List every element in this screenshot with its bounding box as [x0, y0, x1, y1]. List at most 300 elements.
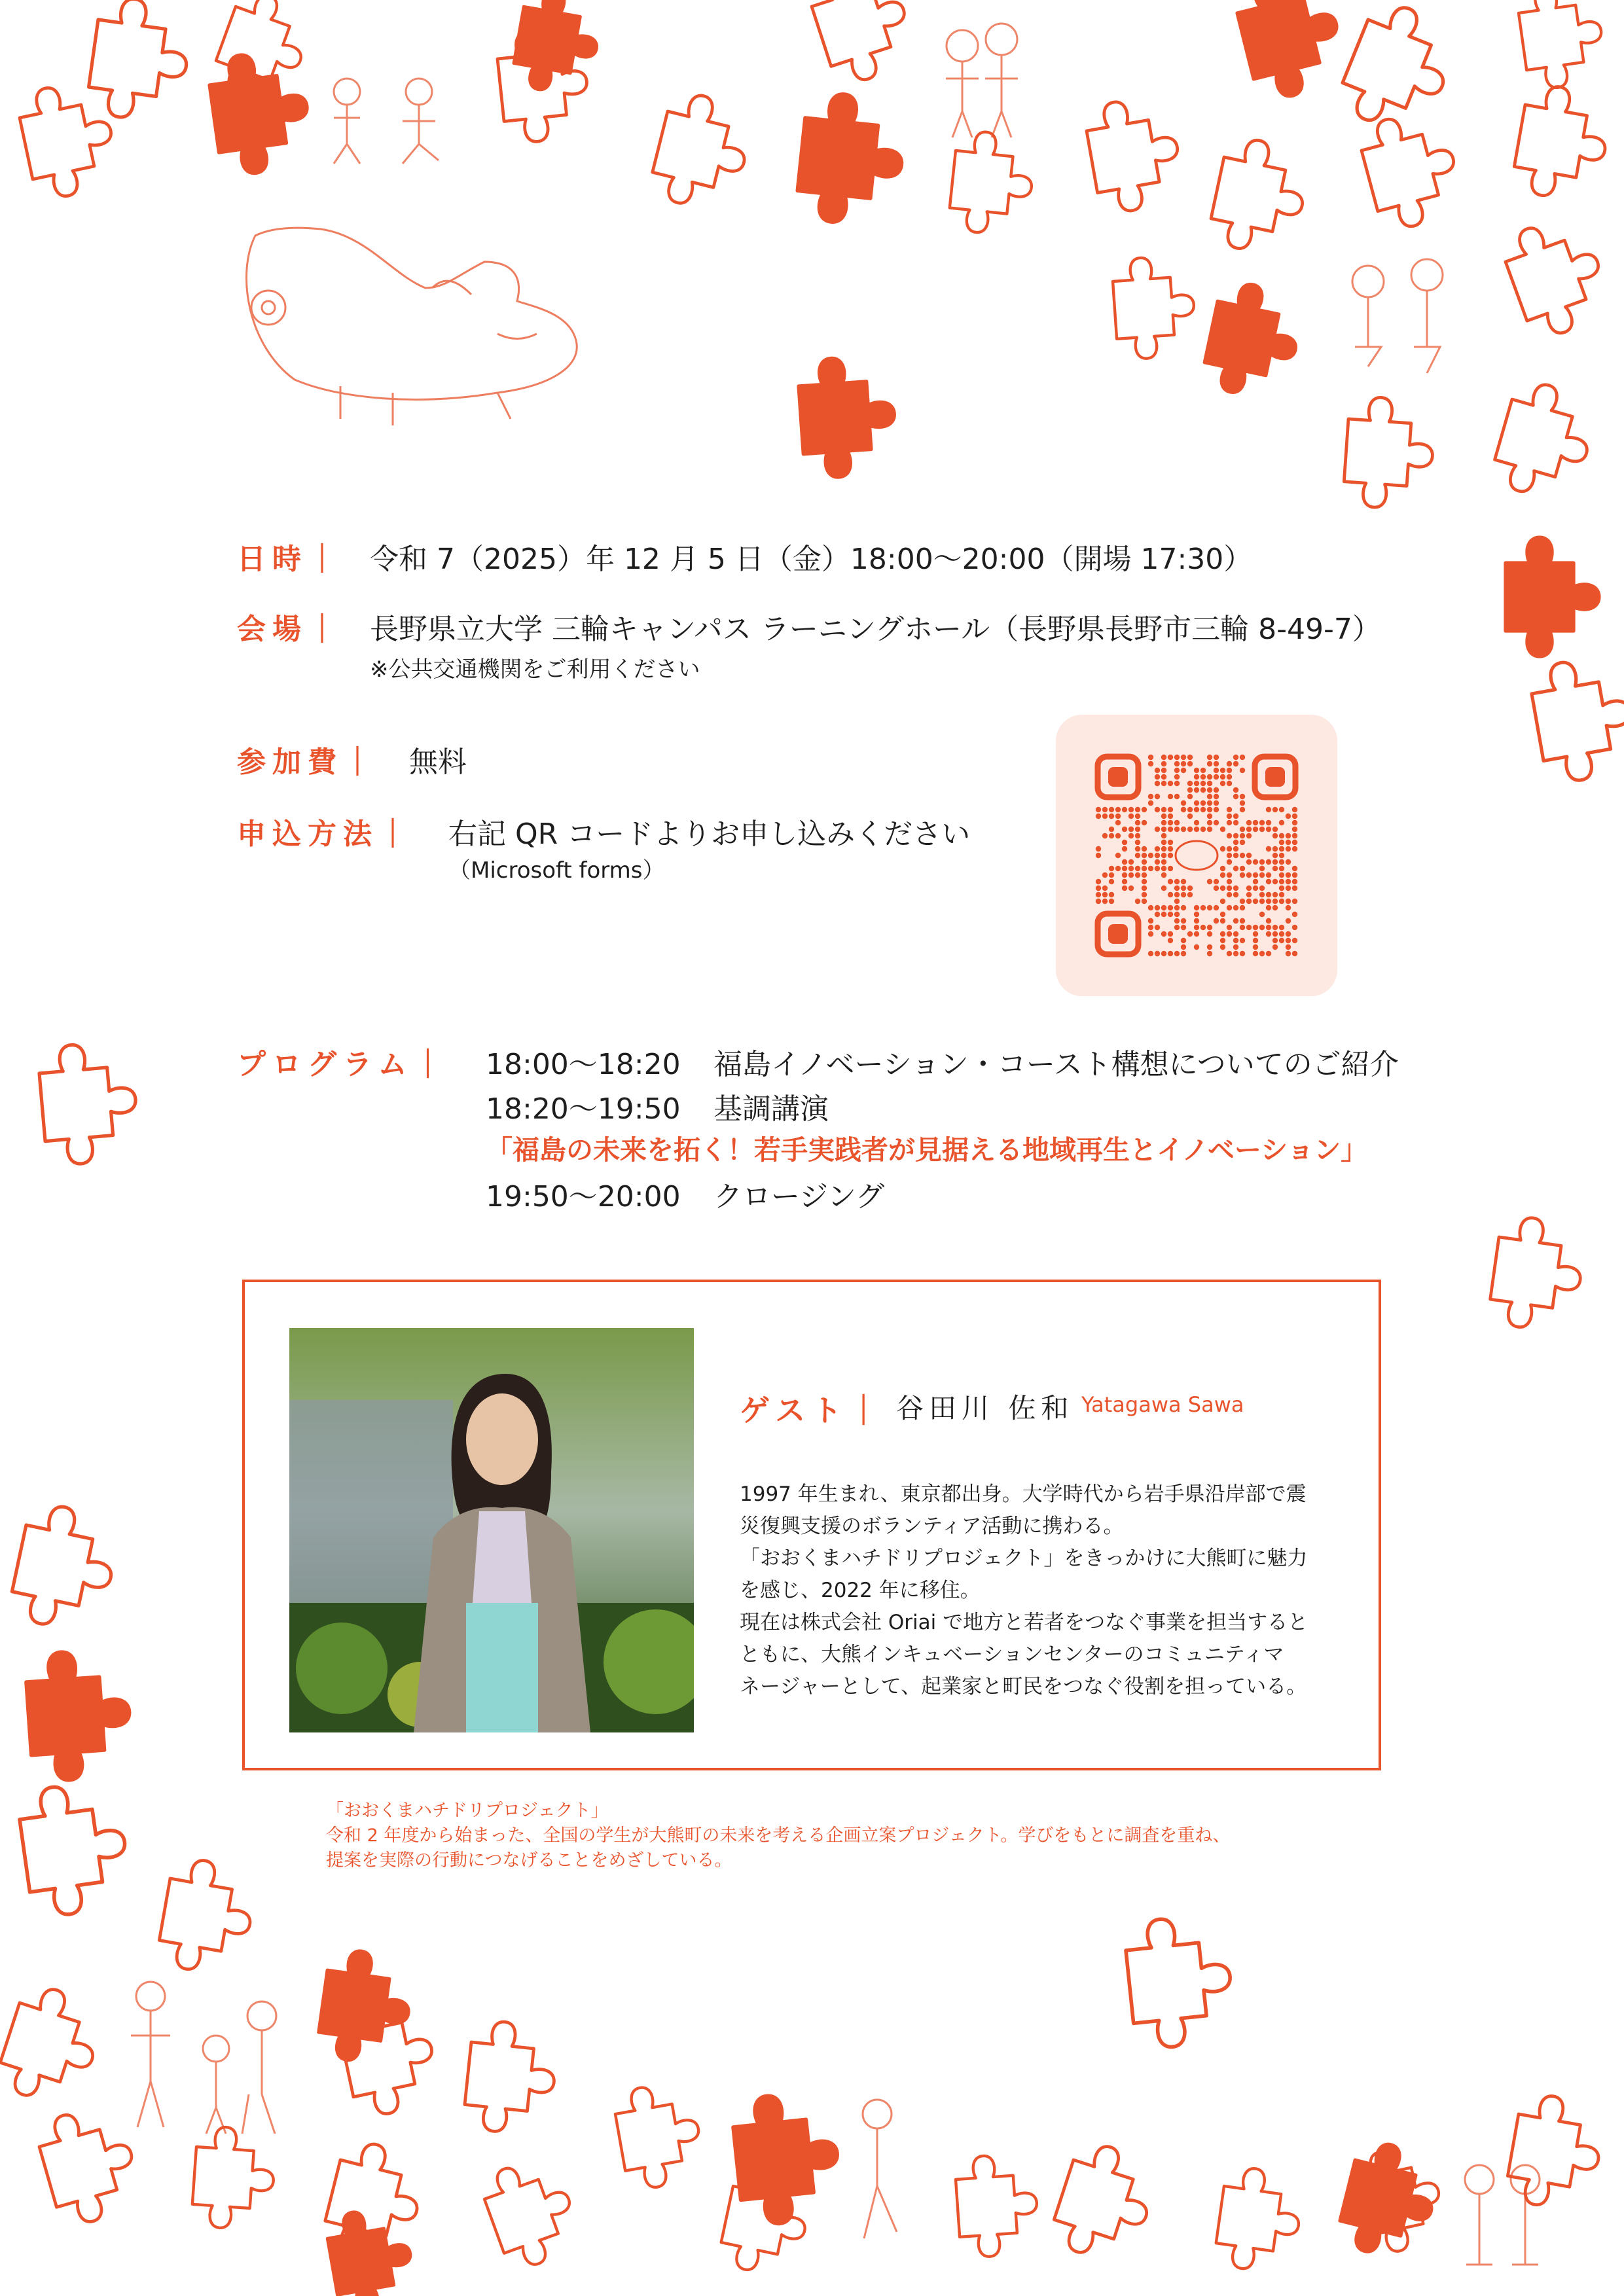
qr-module	[1207, 931, 1212, 937]
program-title-2: 基調講演	[713, 1092, 829, 1126]
guest-bio-line: 1997 年生まれ、東京都出身。大学時代から岩手県沿岸部で震	[740, 1482, 1307, 1506]
qr-module	[1272, 833, 1278, 838]
qr-module	[1122, 886, 1127, 891]
qr-module	[1266, 846, 1271, 852]
qr-module	[1194, 918, 1199, 924]
qr-module	[1227, 879, 1232, 884]
qr-module	[1266, 905, 1271, 910]
qr-module	[1174, 827, 1180, 832]
qr-module	[1227, 846, 1232, 852]
qr-module	[1207, 827, 1212, 832]
qr-module	[1128, 866, 1134, 871]
qr-module	[1148, 866, 1153, 871]
qr-module	[1272, 853, 1278, 858]
qr-module	[1220, 827, 1225, 832]
qr-module	[1155, 827, 1160, 832]
qr-module	[1168, 951, 1173, 956]
qr-module	[1187, 761, 1193, 766]
qr-module	[1279, 846, 1284, 852]
qr-module	[1253, 931, 1258, 937]
qr-module	[1194, 800, 1199, 806]
qr-module	[1109, 814, 1114, 819]
qr-module	[1279, 886, 1284, 891]
qr-module	[1253, 827, 1258, 832]
qr-module	[1142, 872, 1147, 878]
program-time-4: 19:50〜20:00	[486, 1180, 681, 1213]
qr-module	[1168, 755, 1173, 760]
qr-module	[1240, 918, 1245, 924]
qr-module	[1181, 918, 1186, 924]
qr-module	[1292, 827, 1297, 832]
qr-module	[1227, 892, 1232, 897]
qr-module	[1174, 768, 1180, 773]
qr-module	[1272, 931, 1278, 937]
qr-module	[1214, 879, 1219, 884]
qr-module	[1233, 840, 1238, 845]
qr-module	[1246, 886, 1252, 891]
qr-module	[1194, 781, 1199, 786]
qr-module	[1135, 807, 1140, 812]
qr-module	[1272, 859, 1278, 865]
qr-module	[1102, 833, 1108, 838]
qr-module	[1128, 872, 1134, 878]
qr-module	[1174, 781, 1180, 786]
qr-module	[1240, 794, 1245, 799]
qr-module	[1161, 755, 1166, 760]
qr-module	[1115, 866, 1121, 871]
qr-module	[1181, 944, 1186, 950]
qr-module	[1187, 781, 1193, 786]
qr-module	[1142, 853, 1147, 858]
qr-module	[1128, 807, 1134, 812]
qr-module	[1286, 879, 1291, 884]
qr-module	[1168, 846, 1173, 852]
qr-module	[1200, 781, 1206, 786]
qr-module	[1168, 905, 1173, 910]
qr-module	[1207, 787, 1212, 793]
qr-module	[1142, 892, 1147, 897]
qr-module	[1246, 833, 1252, 838]
qr-module	[1259, 859, 1265, 865]
qr-module	[1240, 866, 1245, 871]
qr-module	[1207, 925, 1212, 930]
qr-module	[1194, 912, 1199, 917]
qr-module	[1233, 886, 1238, 891]
qr-module	[1214, 820, 1219, 825]
qr-module	[1181, 879, 1186, 884]
qr-module	[1155, 905, 1160, 910]
qr-module	[1286, 859, 1291, 865]
qr-module	[1272, 938, 1278, 943]
qr-module	[1233, 814, 1238, 819]
qr-module	[1220, 872, 1225, 878]
qr-module	[1246, 925, 1252, 930]
qr-module	[1279, 892, 1284, 897]
program-title-4: クロージング	[713, 1180, 885, 1213]
qr-module	[1227, 925, 1232, 930]
qr-module	[1174, 918, 1180, 924]
qr-module	[1187, 827, 1193, 832]
qr-module	[1233, 761, 1238, 766]
qr-module	[1259, 827, 1265, 832]
qr-module	[1102, 807, 1108, 812]
qr-module	[1142, 820, 1147, 825]
qr-module	[1096, 846, 1101, 852]
qr-module	[1227, 853, 1232, 858]
qr-module	[1220, 912, 1225, 917]
qr-module	[1207, 951, 1212, 956]
qr-module	[1135, 866, 1140, 871]
qr-module	[1161, 768, 1166, 773]
qr-module	[1155, 859, 1160, 865]
qr-module	[1227, 774, 1232, 780]
qr-module	[1253, 886, 1258, 891]
qr-module	[1128, 827, 1134, 832]
qr-module	[1155, 853, 1160, 858]
qr-module	[1168, 820, 1173, 825]
qr-module	[1148, 931, 1153, 937]
qr-module	[1233, 931, 1238, 937]
qr-module	[1155, 925, 1160, 930]
qr-module	[1148, 794, 1153, 799]
qr-module	[1227, 820, 1232, 825]
qr-module	[1155, 951, 1160, 956]
qr-module	[1292, 912, 1297, 917]
qr-module	[1187, 886, 1193, 891]
qr-module	[1187, 814, 1193, 819]
qr-module	[1246, 899, 1252, 904]
qr-module	[1279, 872, 1284, 878]
qr-module	[1246, 892, 1252, 897]
qr-module	[1096, 814, 1101, 819]
qr-module	[1200, 807, 1206, 812]
qr-module	[1187, 931, 1193, 937]
qr-module	[1279, 931, 1284, 937]
qr-module	[1266, 925, 1271, 930]
qr-module	[1233, 938, 1238, 943]
qr-module	[1187, 787, 1193, 793]
qr-module	[1286, 938, 1291, 943]
qr-module	[1161, 931, 1166, 937]
qr-module	[1155, 794, 1160, 799]
qr-module	[1214, 905, 1219, 910]
qr-module	[1148, 800, 1153, 806]
qr-code	[1056, 715, 1337, 996]
qr-module	[1181, 807, 1186, 812]
qr-module	[1253, 879, 1258, 884]
qr-module	[1181, 951, 1186, 956]
qr-module	[1227, 872, 1232, 878]
qr-module	[1214, 886, 1219, 891]
hippo-figurine-illustration	[247, 228, 577, 425]
qr-module	[1292, 820, 1297, 825]
qr-module	[1161, 951, 1166, 956]
qr-module	[1122, 859, 1127, 865]
qr-module	[1174, 755, 1180, 760]
qr-module	[1174, 951, 1180, 956]
qr-module	[1272, 879, 1278, 884]
qr-module	[1187, 755, 1193, 760]
qr-module	[1148, 853, 1153, 858]
qr-module	[1214, 794, 1219, 799]
qr-center-logo	[1176, 841, 1218, 870]
qr-module	[1148, 761, 1153, 766]
qr-module	[1214, 800, 1219, 806]
qr-module	[1292, 925, 1297, 930]
qr-module	[1220, 846, 1225, 852]
qr-code-card[interactable]	[1056, 715, 1337, 996]
qr-module	[1155, 866, 1160, 871]
qr-module	[1174, 899, 1180, 904]
qr-module	[1240, 768, 1245, 773]
qr-module	[1292, 879, 1297, 884]
qr-module	[1174, 774, 1180, 780]
qr-module	[1253, 820, 1258, 825]
qr-module	[1161, 820, 1166, 825]
qr-module	[1286, 951, 1291, 956]
qr-module	[1207, 755, 1212, 760]
qr-module	[1259, 872, 1265, 878]
qr-module	[1161, 866, 1166, 871]
qr-module	[1292, 872, 1297, 878]
qr-module	[1142, 866, 1147, 871]
qr-module	[1187, 794, 1193, 799]
qr-module	[1135, 899, 1140, 904]
qr-module	[1292, 899, 1297, 904]
qr-module	[1135, 853, 1140, 858]
qr-module	[1161, 814, 1166, 819]
qr-module	[1272, 866, 1278, 871]
qr-module	[1286, 833, 1291, 838]
qr-module	[1240, 905, 1245, 910]
program-time-2: 18:20〜19:50	[486, 1092, 681, 1126]
qr-module	[1168, 781, 1173, 786]
qr-module	[1181, 892, 1186, 897]
qr-module	[1227, 931, 1232, 937]
qr-module	[1102, 886, 1108, 891]
qr-module	[1135, 820, 1140, 825]
qr-module	[1135, 833, 1140, 838]
qr-module	[1207, 774, 1212, 780]
qr-module	[1200, 905, 1206, 910]
qr-module	[1279, 820, 1284, 825]
qr-module	[1266, 879, 1271, 884]
qr-module	[1161, 781, 1166, 786]
qr-module	[1292, 840, 1297, 845]
footnote	[326, 1799, 1230, 1873]
qr-module	[1207, 794, 1212, 799]
qr-module	[1214, 918, 1219, 924]
guest-bio-line: ネージャーとして、起業家と町民をつなぐ役割を担っている。	[740, 1675, 1307, 1698]
qr-module	[1122, 846, 1127, 852]
qr-module	[1155, 912, 1160, 917]
qr-module	[1220, 944, 1225, 950]
qr-module	[1207, 814, 1212, 819]
qr-module	[1220, 886, 1225, 891]
qr-module	[1194, 768, 1199, 773]
qr-module	[1272, 899, 1278, 904]
qr-module	[1181, 761, 1186, 766]
qr-module	[1174, 886, 1180, 891]
qr-module	[1266, 931, 1271, 937]
qr-module	[1240, 853, 1245, 858]
qr-module	[1102, 899, 1108, 904]
qr-module	[1227, 807, 1232, 812]
program-label: プログラム｜	[237, 1048, 449, 1081]
qr-module	[1096, 879, 1101, 884]
qr-module	[1240, 938, 1245, 943]
qr-module	[1168, 931, 1173, 937]
qr-module	[1266, 951, 1271, 956]
qr-module	[1207, 820, 1212, 825]
qr-module	[1122, 827, 1127, 832]
qr-module	[1259, 866, 1265, 871]
qr-module	[1233, 853, 1238, 858]
qr-module	[1246, 859, 1252, 865]
venue-label: 会場｜	[237, 613, 343, 646]
qr-module	[1161, 886, 1166, 891]
qr-module	[1174, 879, 1180, 884]
guest-photo	[289, 1328, 694, 1732]
qr-module	[1174, 794, 1180, 799]
qr-module	[1207, 807, 1212, 812]
qr-module	[1109, 833, 1114, 838]
qr-module	[1266, 918, 1271, 924]
qr-module	[1207, 761, 1212, 766]
guest-bio-line: 災復興支援のボランティア活動に携わる。	[740, 1515, 1124, 1538]
qr-module	[1233, 755, 1238, 760]
qr-module	[1142, 899, 1147, 904]
fee-label: 参加費｜	[237, 745, 378, 779]
qr-module	[1155, 774, 1160, 780]
qr-module	[1194, 820, 1199, 825]
apply-note: （Microsoft forms）	[448, 857, 665, 884]
qr-module	[1259, 925, 1265, 930]
qr-module	[1233, 892, 1238, 897]
qr-module	[1122, 840, 1127, 845]
qr-module	[1102, 892, 1108, 897]
guest-bio-line: を感じ、2022 年に移住。	[740, 1579, 981, 1602]
qr-module	[1253, 899, 1258, 904]
datetime-label: 日時｜	[237, 543, 343, 576]
qr-module	[1227, 905, 1232, 910]
qr-module	[1279, 866, 1284, 871]
qr-module	[1246, 827, 1252, 832]
qr-module	[1187, 807, 1193, 812]
qr-module	[1207, 879, 1212, 884]
qr-module	[1220, 774, 1225, 780]
qr-module	[1286, 918, 1291, 924]
qr-module	[1161, 827, 1166, 832]
qr-module	[1272, 905, 1278, 910]
guest-name-romaji: Yatagawa Sawa	[1081, 1392, 1244, 1417]
qr-module	[1128, 814, 1134, 819]
qr-module	[1122, 872, 1127, 878]
qr-module	[1168, 814, 1173, 819]
qr-module	[1286, 872, 1291, 878]
qr-module	[1200, 787, 1206, 793]
qr-module	[1161, 761, 1166, 766]
qr-module	[1220, 938, 1225, 943]
qr-module	[1272, 944, 1278, 950]
guest-label: ゲスト｜	[740, 1393, 886, 1428]
qr-module	[1168, 853, 1173, 858]
venue-note: ※公共交通機関をご利用ください	[370, 656, 700, 683]
qr-module	[1227, 761, 1232, 766]
qr-module	[1096, 886, 1101, 891]
qr-module	[1096, 899, 1101, 904]
qr-module	[1181, 768, 1186, 773]
qr-module	[1174, 905, 1180, 910]
qr-module	[1233, 787, 1238, 793]
qr-module	[1161, 872, 1166, 878]
qr-module	[1168, 892, 1173, 897]
qr-finder-center	[1108, 767, 1128, 787]
qr-module	[1168, 866, 1173, 871]
qr-module	[1266, 899, 1271, 904]
qr-module	[1233, 905, 1238, 910]
qr-module	[1214, 761, 1219, 766]
qr-module	[1161, 774, 1166, 780]
qr-module	[1115, 820, 1121, 825]
qr-finder-center	[1265, 767, 1285, 787]
qr-module	[1168, 794, 1173, 799]
qr-module	[1200, 800, 1206, 806]
qr-module	[1142, 846, 1147, 852]
qr-module	[1240, 800, 1245, 806]
qr-module	[1246, 853, 1252, 858]
qr-module	[1286, 944, 1291, 950]
qr-module	[1266, 827, 1271, 832]
qr-module	[1109, 879, 1114, 884]
qr-module	[1259, 886, 1265, 891]
qr-module	[1115, 833, 1121, 838]
qr-module	[1240, 951, 1245, 956]
qr-module	[1115, 807, 1121, 812]
qr-module	[1155, 807, 1160, 812]
guest-bio-line: 現在は株式会社 Oriai で地方と若者をつなぐ事業を担当すると	[740, 1611, 1308, 1634]
qr-module	[1292, 886, 1297, 891]
qr-module	[1220, 866, 1225, 871]
qr-module	[1286, 905, 1291, 910]
qr-module	[1161, 859, 1166, 865]
guest-bio-line: 「おおくまハチドリプロジェクト」をきっかけに大熊町に魅力	[740, 1547, 1308, 1570]
qr-module	[1174, 761, 1180, 766]
qr-module	[1233, 846, 1238, 852]
qr-module	[1194, 827, 1199, 832]
qr-module	[1200, 774, 1206, 780]
apply-label: 申込方法｜	[237, 817, 414, 851]
qr-module	[1194, 787, 1199, 793]
qr-module	[1286, 899, 1291, 904]
qr-module	[1240, 827, 1245, 832]
qr-module	[1207, 905, 1212, 910]
qr-module	[1220, 899, 1225, 904]
qr-module	[1109, 899, 1114, 904]
fee-value: 無料	[409, 745, 467, 779]
qr-module	[1279, 833, 1284, 838]
qr-module	[1220, 781, 1225, 786]
qr-module	[1187, 892, 1193, 897]
guest-bio-line: ともに、大熊インキュベーションセンターのコミュニティマ	[740, 1643, 1284, 1666]
footnote-line: 提案を実際の行動につなげることをめざしている。	[326, 1850, 732, 1871]
qr-module	[1168, 938, 1173, 943]
qr-module	[1227, 886, 1232, 891]
qr-module	[1227, 951, 1232, 956]
qr-module	[1148, 951, 1153, 956]
qr-module	[1220, 918, 1225, 924]
qr-module	[1279, 899, 1284, 904]
